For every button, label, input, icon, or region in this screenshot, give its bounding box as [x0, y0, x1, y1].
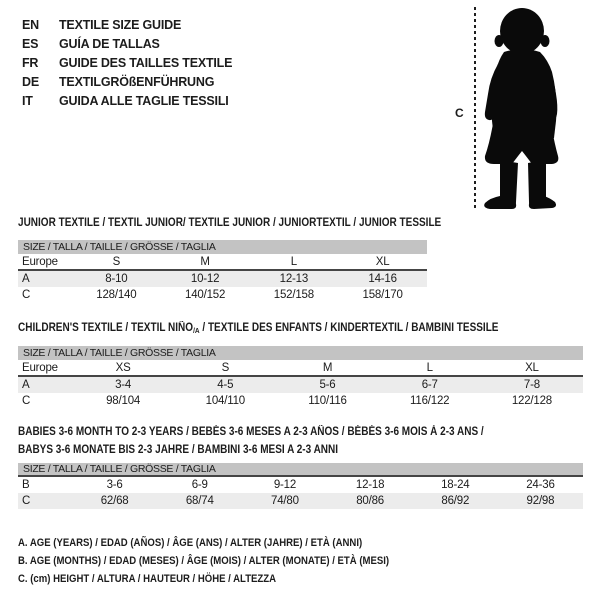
language-title: GUÍA DE TALLAS	[59, 36, 160, 51]
table-cell: 3-4	[115, 379, 132, 391]
row-label: C	[22, 495, 31, 507]
language-title: GUIDA ALLE TAGLIE TESSILI	[59, 93, 229, 108]
table-cell: 68/74	[185, 495, 214, 507]
table-cell: 140/152	[185, 289, 226, 301]
junior-size-table	[18, 240, 427, 303]
table-cell: 18-24	[441, 479, 470, 491]
table-row	[18, 393, 583, 409]
language-code: EN	[22, 17, 39, 32]
table-cell: 24-36	[526, 479, 555, 491]
table-cell: 12-18	[355, 479, 385, 491]
table-cell: 80/86	[356, 495, 384, 507]
table-cell: 4-5	[217, 379, 234, 391]
children-title-subscript: /A	[193, 326, 200, 335]
babies-table-title-line2: BABYS 3-6 MONATE BIS 2-3 JAHRE / BAMBINI 3-6 MESI A 2-3 ANNI	[18, 444, 339, 456]
table-row	[18, 493, 583, 509]
language-code: DE	[22, 74, 39, 89]
table-cell: 12-13	[279, 273, 309, 285]
table-cell: 14-16	[368, 273, 397, 285]
table-cell: 98/104	[106, 395, 141, 407]
table-row	[18, 271, 427, 287]
table-cell: M	[322, 361, 333, 374]
language-list	[22, 15, 232, 110]
table-cell: S	[221, 361, 230, 374]
footnote-c: C. (cm) HEIGHT / ALTURA / HAUTEUR / HÖHE / ALTEZZA	[18, 573, 277, 585]
babies-table-title-line1: BABIES 3-6 MONTH TO 2-3 YEARS / BEBÉS 3-6 MESES A 2-3 AÑOS / BÉBÉS 3-6 MOIS À 2-3 ANS /	[18, 426, 484, 438]
table-cell: 158/170	[362, 289, 403, 301]
table-cell: 110/116	[308, 395, 347, 407]
table-cell: 3-6	[106, 479, 123, 491]
table-cell: L	[426, 361, 433, 374]
row-label: C	[22, 289, 31, 301]
footnote-a: A. AGE (YEARS) / EDAD (AÑOS) / ÂGE (ANS) / ALTER (JAHRE) / ETÀ (ANNI)	[18, 537, 363, 549]
footnote-b: B. AGE (MONTHS) / EDAD (MESES) / ÂGE (MOIS) / ALTER (MONATE) / ETÀ (MESI)	[18, 555, 390, 567]
height-measure-label: C	[455, 106, 464, 120]
table-cell: 92/98	[526, 495, 555, 507]
table-cell: M	[200, 255, 210, 268]
table-cell: XL	[525, 361, 539, 374]
table-cell: 10-12	[190, 273, 220, 285]
size-header-bar: SIZE / TALLA / TAILLE / GRÖSSE / TAGLIA	[18, 240, 427, 254]
table-cell: S	[112, 255, 121, 268]
row-label: A	[22, 379, 30, 391]
language-title: TEXTILE SIZE GUIDE	[59, 17, 182, 32]
table-row	[18, 377, 583, 393]
language-code: ES	[22, 36, 39, 51]
table-cell: 74/80	[271, 495, 299, 507]
language-code: FR	[22, 55, 39, 70]
language-title: TEXTILGRÖßENFÜHRUNG	[59, 74, 215, 89]
table-row	[18, 360, 583, 377]
table-cell: 122/128	[511, 395, 552, 407]
table-cell: XL	[375, 255, 390, 268]
table-cell: 86/92	[441, 495, 470, 507]
table-cell: 62/68	[100, 495, 129, 507]
size-header-bar: SIZE / TALLA / TAILLE / GRÖSSE / TAGLIA	[18, 463, 583, 477]
children-title-post: / TEXTILE DES ENFANTS / KINDERTEXTIL / BAMBINI TESSILE	[199, 322, 499, 334]
table-cell: 152/158	[273, 289, 314, 301]
table-cell: 116/122	[410, 395, 450, 407]
children-table-title	[18, 322, 498, 335]
table-cell: 104/110	[205, 395, 245, 407]
table-cell: 6-9	[191, 479, 208, 491]
language-row-fr	[22, 53, 232, 72]
height-measure-dashed-line	[474, 7, 476, 208]
table-cell: 7-8	[523, 379, 540, 391]
baby-figure	[440, 0, 600, 215]
row-label: Europe	[22, 361, 58, 374]
table-cell: 5-6	[319, 379, 336, 391]
junior-table-title: JUNIOR TEXTILE / TEXTIL JUNIOR/ TEXTILE JUNIOR / JUNIORTEXTIL / JUNIOR TESSILE	[18, 217, 442, 229]
table-cell: 6-7	[421, 379, 438, 391]
language-row-de	[22, 72, 232, 91]
children-title-pre: CHILDREN'S TEXTILE / TEXTIL NIÑO	[18, 322, 194, 334]
language-row-en	[22, 15, 232, 34]
row-label: Europe	[22, 255, 58, 268]
table-row	[18, 287, 427, 303]
table-cell: 128/140	[96, 289, 137, 301]
babies-size-table	[18, 463, 583, 509]
language-title: GUIDE DES TAILLES TEXTILE	[59, 55, 233, 70]
table-cell: 9-12	[273, 479, 297, 491]
baby-silhouette-icon	[482, 6, 580, 212]
row-label: B	[22, 479, 30, 491]
children-size-table	[18, 346, 583, 409]
table-cell: XS	[115, 361, 131, 374]
table-cell: L	[290, 255, 297, 268]
row-label: A	[22, 273, 30, 285]
table-row	[18, 254, 427, 271]
size-header-bar: SIZE / TALLA / TAILLE / GRÖSSE / TAGLIA	[18, 346, 583, 360]
language-row-it	[22, 91, 232, 110]
row-label: C	[22, 395, 31, 407]
language-row-es	[22, 34, 232, 53]
language-code: IT	[22, 93, 33, 108]
table-row	[18, 477, 583, 493]
table-cell: 8-10	[105, 273, 128, 285]
